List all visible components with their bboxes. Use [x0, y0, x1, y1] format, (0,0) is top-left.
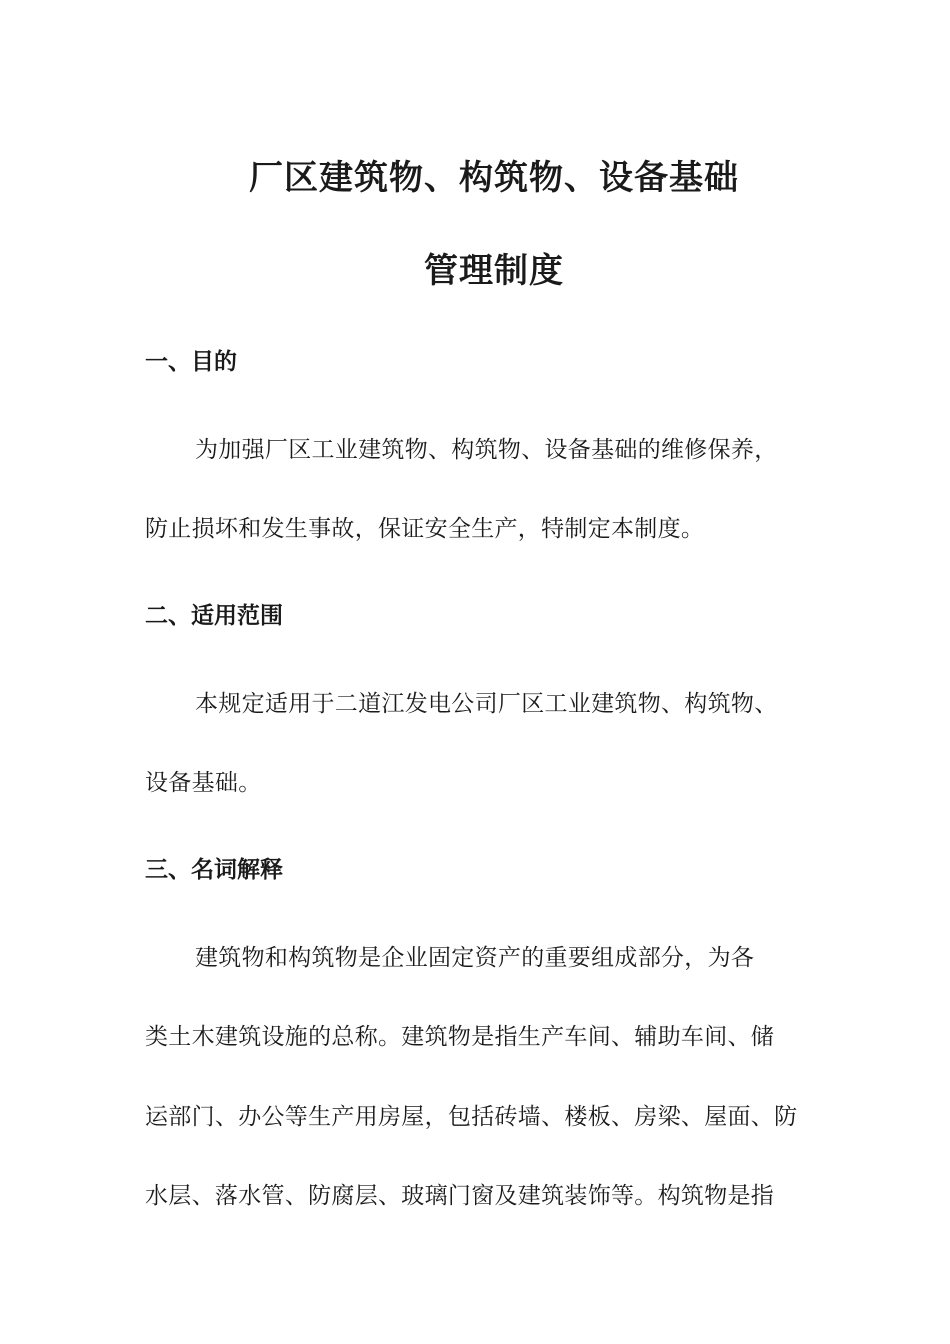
section-heading-definitions: 三、名词解释 — [145, 856, 283, 883]
paragraph-line: 防止损坏和发生事故，保证安全生产，特制定本制度。 — [145, 516, 705, 542]
paragraph-line: 建筑物和构筑物是企业固定资产的重要组成部分，为各 — [195, 945, 755, 971]
paragraph-line: 类土木建筑设施的总称。建筑物是指生产车间、辅助车间、储 — [145, 1024, 775, 1050]
section-heading-purpose: 一、目的 — [145, 348, 237, 375]
paragraph-line: 设备基础。 — [145, 770, 262, 796]
document-title-line-1: 厂区建筑物、构筑物、设备基础 — [249, 158, 739, 198]
document-title-line-2: 管理制度 — [424, 251, 564, 291]
section-heading-scope: 二、适用范围 — [145, 602, 283, 629]
paragraph-line: 本规定适用于二道江发电公司厂区工业建筑物、构筑物、 — [195, 691, 778, 717]
paragraph-line: 为加强厂区工业建筑物、构筑物、设备基础的维修保养， — [195, 437, 778, 463]
paragraph-line: 水层、落水管、防腐层、玻璃门窗及建筑装饰等。构筑物是指 — [145, 1183, 775, 1209]
paragraph-line: 运部门、办公等生产用房屋，包括砖墙、楼板、房梁、屋面、防 — [145, 1104, 798, 1130]
